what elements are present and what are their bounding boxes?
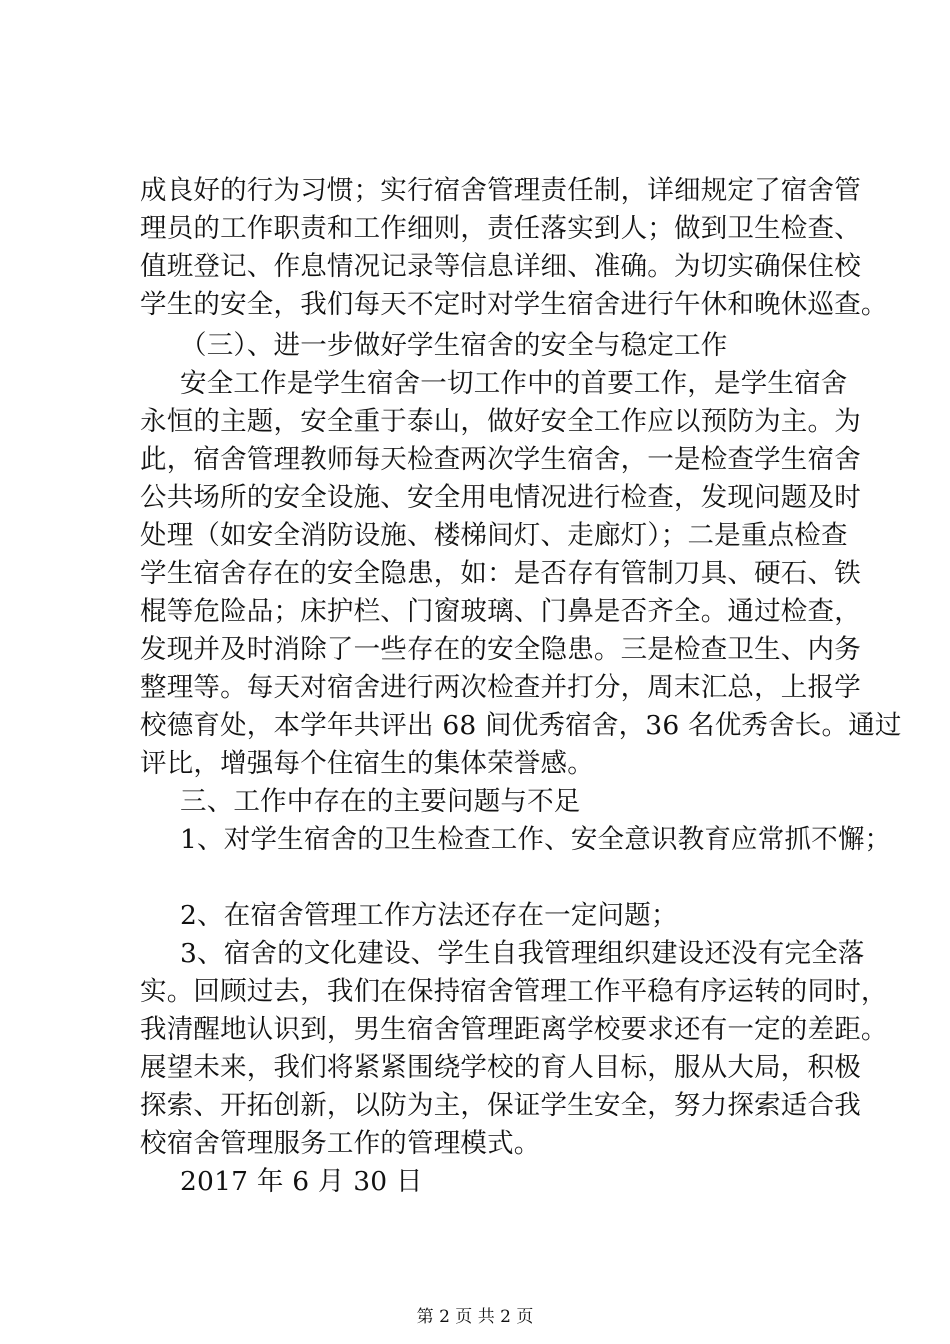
paragraph-line: 学生的安全，我们每天不定时对学生宿舍进行午休和晚休巡查。 — [140, 289, 888, 320]
paragraph-line: 永恒的主题，安全重于泰山，做好安全工作应以预防为主。为 — [140, 406, 861, 437]
paragraph-line: 探索、开拓创新，以防为主，保证学生安全，努力探索适合我 — [140, 1090, 861, 1121]
page-number-footer: 第 2 页 共 2 页 — [416, 1307, 534, 1327]
paragraph-line: 展望未来，我们将紧紧围绕学校的育人目标，服从大局，积极 — [140, 1052, 861, 1083]
section-heading: 三、工作中存在的主要问题与不足 — [180, 786, 581, 817]
list-item: 1、对学生宿舍的卫生检查工作、安全意识教育应常抓不懈； — [180, 824, 892, 855]
paragraph-line: 我清醒地认识到，男生宿舍管理距离学校要求还有一定的差距。 — [140, 1014, 888, 1045]
paragraph-line: 公共场所的安全设施、安全用电情况进行检查，发现问题及时 — [140, 482, 861, 513]
paragraph-line: 评比，增强每个住宿生的集体荣誉感。 — [140, 748, 594, 779]
paragraph-line: 成良好的行为习惯；实行宿舍管理责任制，详细规定了宿舍管 — [140, 175, 861, 206]
paragraph-line: 棍等危险品；床护栏、门窗玻璃、门鼻是否齐全。通过检查， — [140, 596, 861, 627]
document-date: 2017 年 6 月 30 日 — [180, 1166, 423, 1197]
paragraph-line: 学生宿舍存在的安全隐患，如：是否存有管制刀具、硬石、铁 — [140, 558, 861, 589]
paragraph-line: 整理等。每天对宿舍进行两次检查并打分，周末汇总，上报学 — [140, 672, 861, 703]
paragraph-line: 理员的工作职责和工作细则，责任落实到人；做到卫生检查、 — [140, 213, 861, 244]
paragraph-line: 校德育处，本学年共评出 68 间优秀宿舍，36 名优秀舍长。通过 — [140, 710, 902, 741]
paragraph-line: 处理（如安全消防设施、楼梯间灯、走廊灯）；二是重点检查 — [140, 520, 848, 551]
list-item: 3、宿舍的文化建设、学生自我管理组织建设还没有完全落 — [180, 938, 865, 969]
paragraph-line: 安全工作是学生宿舍一切工作中的首要工作，是学生宿舍 — [180, 368, 848, 399]
paragraph-line: 发现并及时消除了一些存在的安全隐患。三是检查卫生、内务 — [140, 634, 861, 665]
paragraph-line: 值班登记、作息情况记录等信息详细、准确。为切实确保住校 — [140, 251, 861, 282]
paragraph-line: 校宿舍管理服务工作的管理模式。 — [140, 1128, 541, 1159]
list-item: 2、在宿舍管理工作方法还存在一定问题； — [180, 900, 678, 931]
section-heading: （三）、进一步做好学生宿舍的安全与稳定工作 — [180, 330, 728, 361]
paragraph-line: 实。回顾过去，我们在保持宿舍管理工作平稳有序运转的同时， — [140, 976, 888, 1007]
paragraph-line: 此，宿舍管理教师每天检查两次学生宿舍，一是检查学生宿舍 — [140, 444, 861, 475]
